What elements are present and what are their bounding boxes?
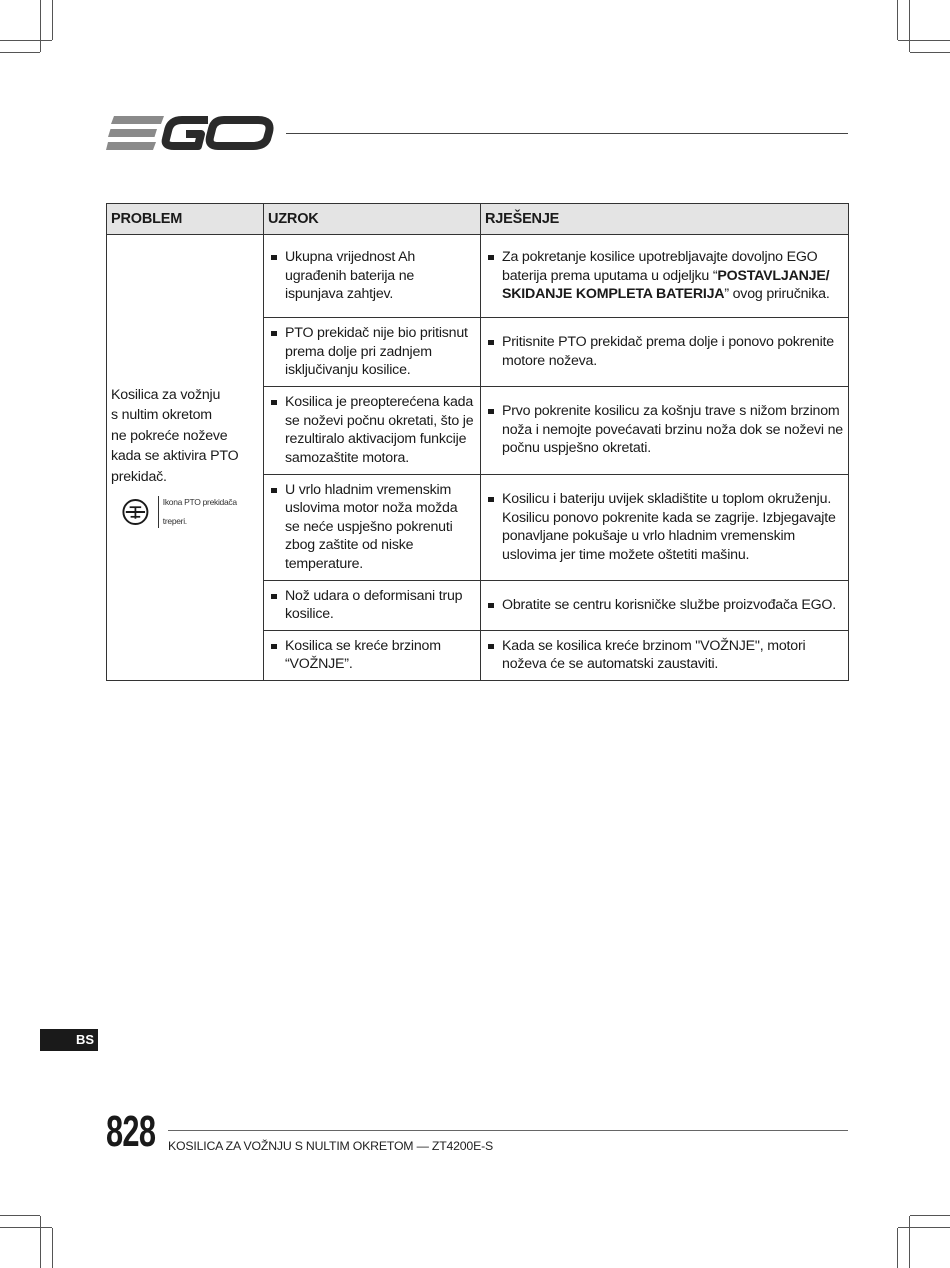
pto-caption: Ikona PTO prekidača treperi. (162, 497, 237, 526)
pto-indicator (121, 493, 259, 530)
problem-line: ne pokreće noževe (111, 427, 228, 444)
cause-text: Nož udara o deformisani trup kosilice. (285, 587, 463, 622)
pto-separator (158, 496, 159, 528)
bullet-icon (271, 594, 277, 599)
solution-text: Kosilicu i bateriju uvijek skladištite u toplom okruženju. Kosilicu ponovo pokrenite kada se zagrije. Izbjegavajte ponavljane pokušaje u vrlo hladnim vremenskim uslovima jer time možete oštetiti mašinu. (502, 491, 836, 563)
cause-cell (264, 318, 481, 387)
page-number: 828 (106, 1107, 156, 1156)
table-header-row (107, 204, 849, 235)
logo-e-mark (106, 116, 164, 150)
solution-cell (481, 580, 849, 630)
bullet-icon (488, 409, 494, 414)
cause-cell (264, 474, 481, 580)
solution-text-end: ” ovog priručnika. (724, 286, 830, 303)
solution-text: Kada se kosilica kreće brzinom "VOŽNJE", motori noževa će se automatski zaustaviti. (502, 637, 806, 672)
bullet-icon (271, 400, 277, 405)
crop-mark (910, 52, 950, 53)
crop-mark (52, 1228, 53, 1268)
crop-mark (52, 0, 53, 40)
problem-cell (107, 235, 264, 681)
ego-logo (106, 112, 278, 154)
solution-cell (481, 386, 849, 474)
solution-text: Pritisnite PTO prekidač prema dolje i ponovo pokrenite motore noževa. (502, 334, 834, 369)
crop-mark (0, 40, 52, 41)
crop-mark (897, 1228, 898, 1268)
bullet-icon (488, 497, 494, 502)
bullet-icon (271, 488, 277, 493)
crop-mark (909, 1216, 910, 1268)
problem-text (111, 385, 259, 488)
crop-mark (0, 1215, 40, 1216)
problem-line: kada se aktivira PTO (111, 448, 239, 464)
header-rule (286, 133, 848, 134)
problem-line: prekidač. (111, 468, 167, 485)
solution-cell (481, 630, 849, 680)
language-badge: BS (40, 1029, 98, 1051)
solution-text-start: Za pokretanje kosilice upotrebljavajte dovoljno EGO baterija prema uputama u odjeljku “ (502, 249, 818, 284)
header-problem: PROBLEM (107, 204, 264, 235)
crop-mark (40, 0, 41, 52)
cause-text: U vrlo hladnim vremenskim uslovima motor noža možda se neće uspješno pokrenuti zbog zaštite od niske temperature. (285, 481, 458, 572)
bullet-icon (271, 331, 277, 336)
pto-switch-icon (121, 497, 150, 527)
table-row (107, 235, 849, 318)
bullet-icon (488, 340, 494, 345)
solution-text: Prvo pokrenite kosilicu za košnju trave s nižom brzinom noža i nemojte povećavati brzinu noža dok se noževi ne počnu uspješno okretati. (502, 403, 843, 457)
footer-rule (168, 1130, 848, 1131)
solution-section-ref: POSTAVLJANJE/ SKIDANJE KOMPLETA BATERIJA (502, 267, 830, 303)
header-solution: RJEŠENJE (481, 204, 849, 235)
footer-title: KOSILICA ZA VOŽNJU S NULTIM OKRETOM — ZT4200E-S (168, 1139, 493, 1153)
bullet-icon (271, 255, 277, 260)
cause-text: Kosilica se kreće brzinom “VOŽNJE”. (285, 637, 441, 672)
bullet-icon (271, 644, 277, 649)
solution-text: Obratite se centru korisničke službe proizvođača EGO. (502, 596, 836, 613)
solution-cell (481, 318, 849, 387)
solution-text (502, 248, 843, 304)
bullet-icon (488, 603, 494, 608)
cause-cell (264, 235, 481, 318)
crop-mark (910, 1215, 950, 1216)
crop-mark (898, 40, 950, 41)
solution-cell (481, 235, 849, 318)
solution-cell (481, 474, 849, 580)
crop-mark (897, 0, 898, 40)
problem-line: s nultim okretom (111, 407, 212, 423)
crop-mark (898, 1227, 950, 1228)
crop-mark (40, 1216, 41, 1268)
cause-text: Kosilica je preopterećena kada se noževi počnu okretati, što je rezultiralo aktivacijom funkcije samozaštite motora. (285, 394, 474, 466)
troubleshooting-table (106, 203, 849, 681)
cause-cell (264, 630, 481, 680)
problem-line: Kosilica za vožnju (111, 386, 221, 403)
bullet-icon (488, 644, 494, 649)
bullet-icon (488, 255, 494, 260)
cause-cell (264, 580, 481, 630)
header-cause: UZROK (264, 204, 481, 235)
crop-mark (0, 1227, 52, 1228)
cause-text: Ukupna vrijednost Ah ugrađenih baterija ne ispunjava zahtjev. (285, 249, 416, 303)
crop-mark (909, 0, 910, 52)
cause-text: PTO prekidač nije bio pritisnut prema dolje pri zadnjem isključivanju kosilice. (285, 325, 468, 378)
crop-mark (0, 52, 40, 53)
logo-go-mark (166, 120, 270, 146)
cause-cell (264, 386, 481, 474)
